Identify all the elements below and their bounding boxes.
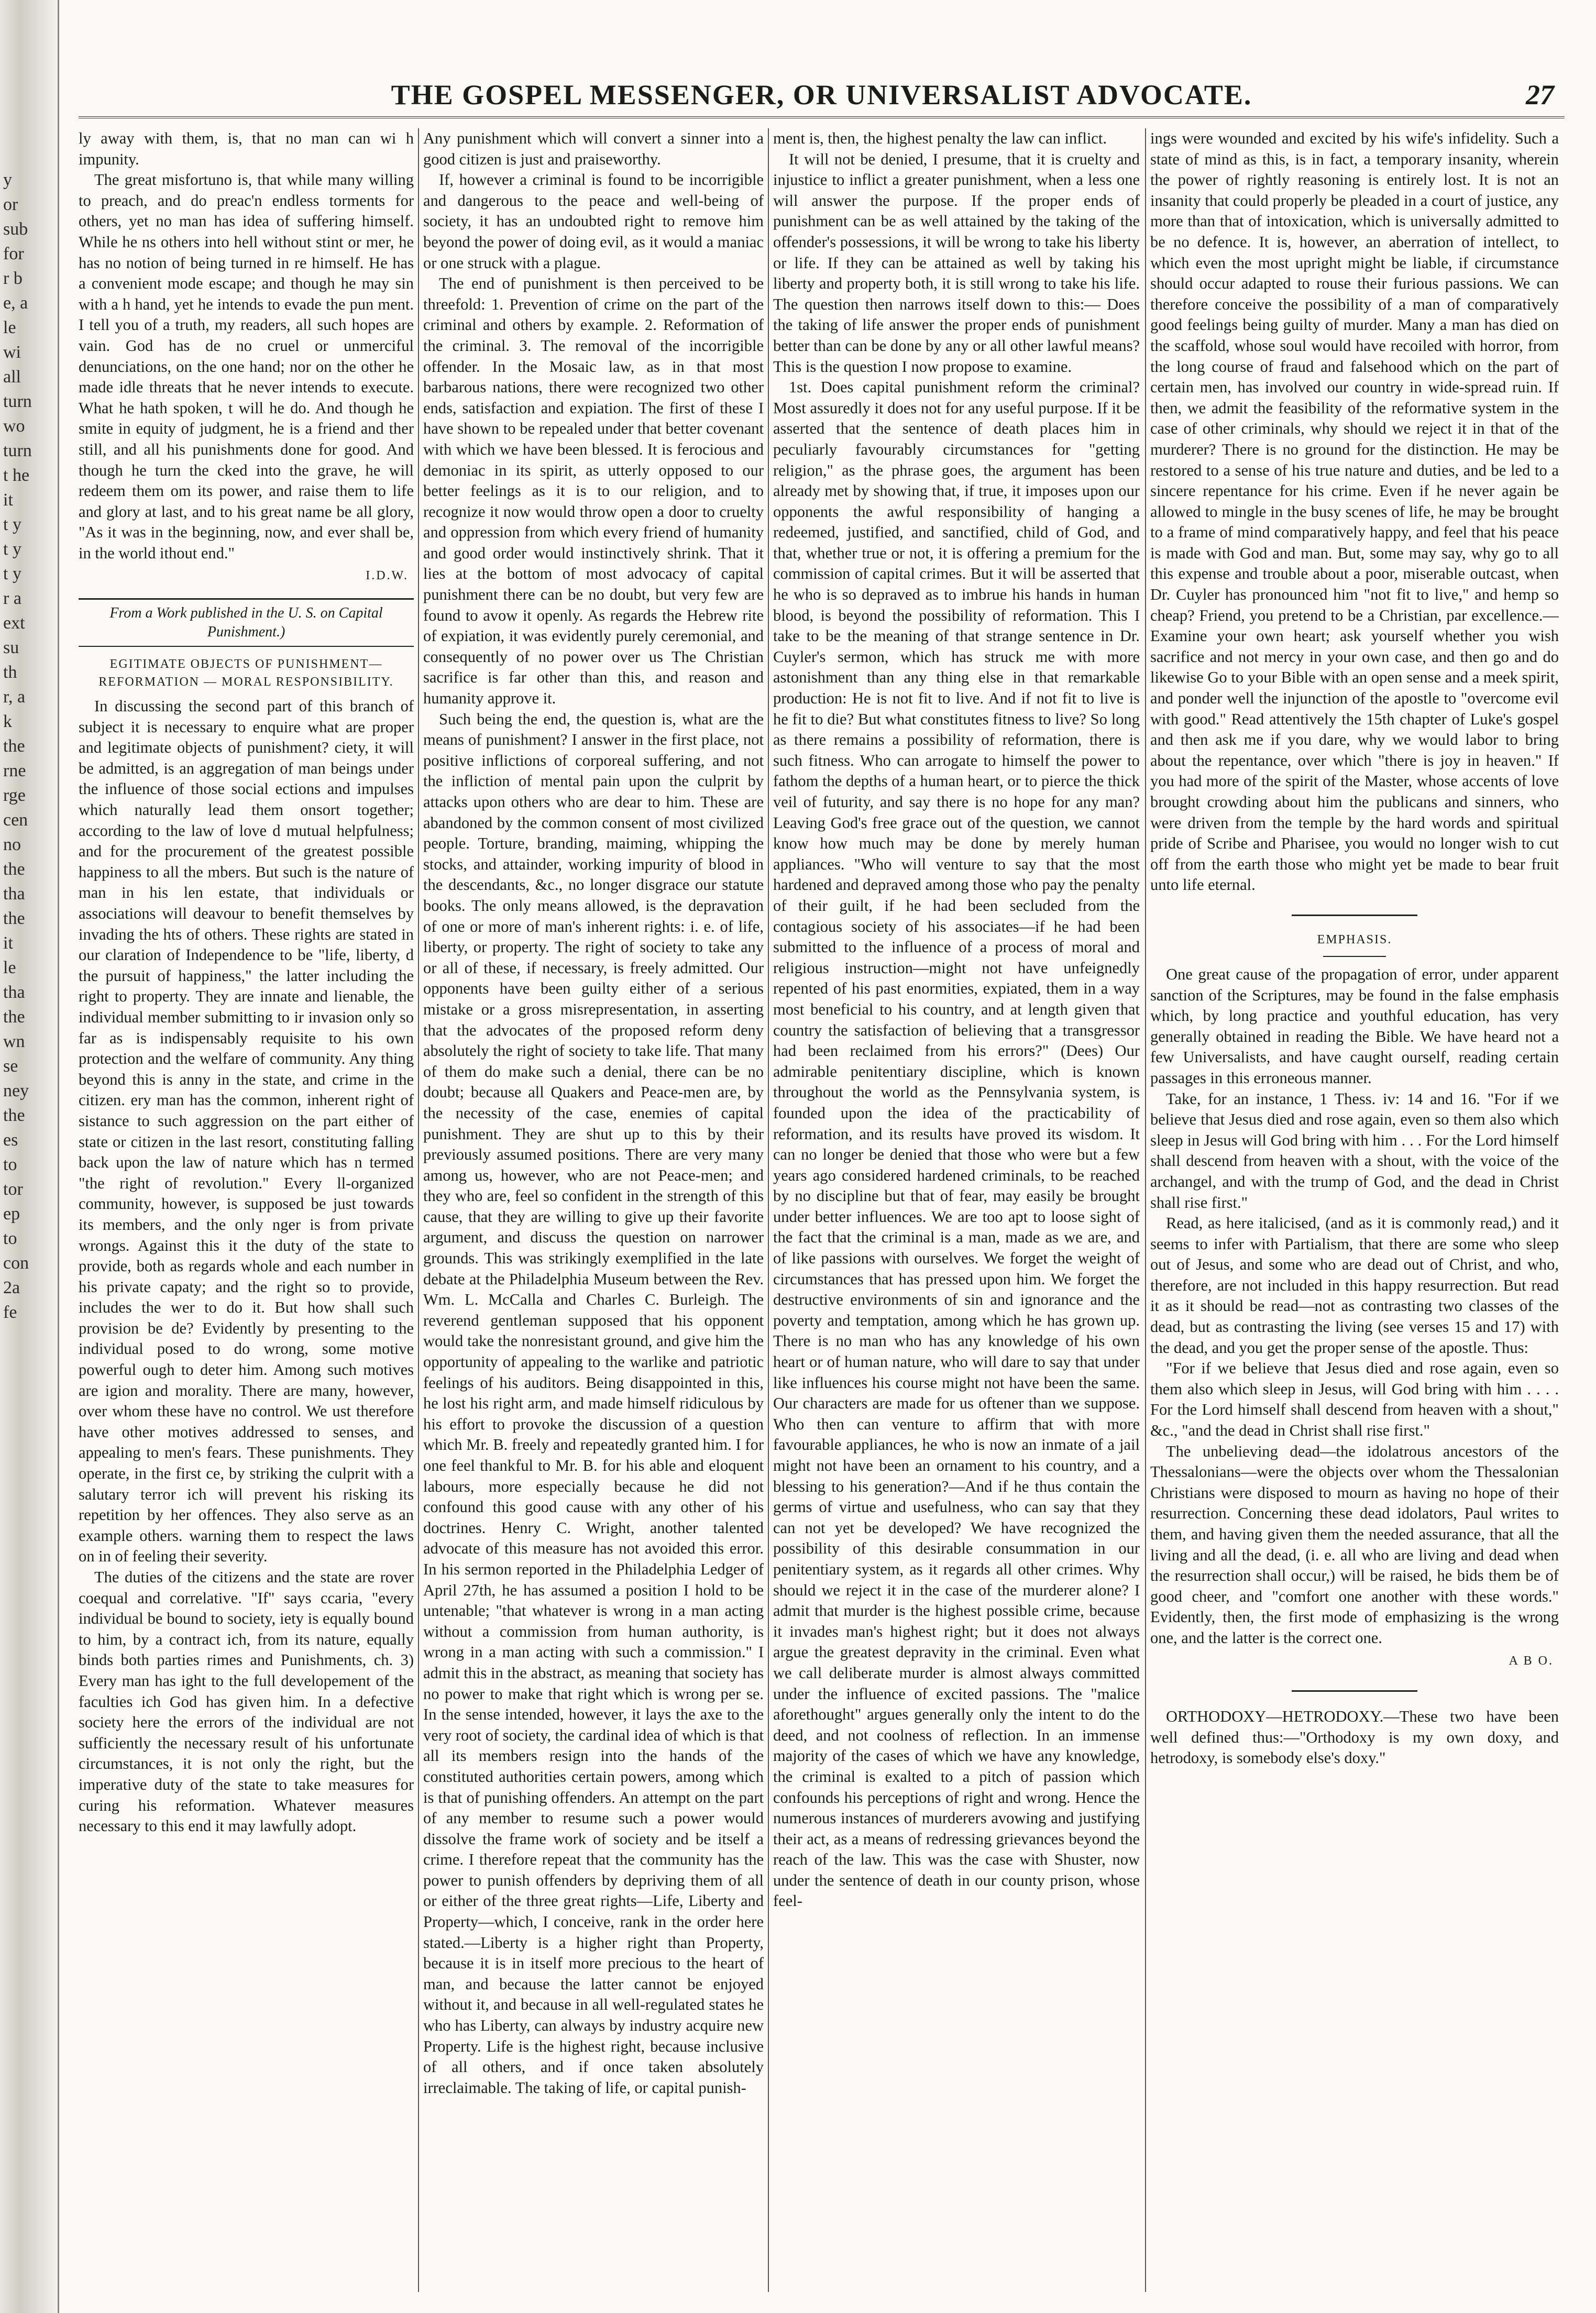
heading-rule [1323,956,1386,957]
column-1 [79,128,414,2292]
col4-paragraph: ings were wounded and excited by his wife's infidelity. Such a state of mind as this, is in fact, a temporary insanity, wherein the power of rightly reasoning is entirely lost. It is not an insanity that could properly be pleaded in a court of justice, any more than that of intoxication, which is universally admitted to be no defence. It is, however, an aberration of intellect, to which even the most upright might be liable, if circumstance should occur adapted to rouse their furious passions. We can therefore conceive the possibility of a man of comparatively good feelings being guilty of murder. Many a man has died on the scaffold, whose soul would have recoiled with horror, from the long course of fraud and falsehood which on the part of certain men, has involved our country in wide-spread ruin. If then, we admit the feasibility of the reformative system in the case of other criminals, why should we reject it in that of the murderer? There is no ground for the distinction. He may be restored to a sense of his true nature and duties, and be led to a sincere repentance for his crime. Even if he never again be allowed to mingle in the busy scenes of life, he may be brought to a frame of mind comparatively happy, and feel that his peace is made with God and man. But, some may say, why go to all this expense and trouble about a poor, miserable outcast, when Dr. Cuyler has pronounced him "not fit to live," and hemp so cheap? Friend, you pretend to be a Christian, par excellence.—Examine your own heart; ask yourself whether you wish sacrifice and not mercy in your own case, and then go and do likewise Go to your Bible with an open sense and a meek spirit, and ponder well the injunction of the apostle to "overcome evil with good." Read attentively the 15th chapter of Luke's gospel and then ask me if you dare, why we would labor to bring about the repentance, over which "there is joy in heaven." If you had more of the spirit of the Master, whose accents of love brought crowding about him the publicans and sinners, who were driven from the temple by the hard words and spiritual pride of Scribe and Pharisee, you would no longer wish to cut off from the earth those who might yet be made to bear fruit unto life eternal. [1150,129,1559,894]
col4-paragraph: ORTHODOXY—HETRODOXY.—These two have been well defined thus:—"Orthodoxy is my own doxy, and hetrodoxy, is somebody else's doxy." [1150,1708,1559,1767]
column-4 [1150,128,1559,2292]
col3-paragraph: ment is, then, the highest penalty the law can inflict. [773,129,1107,147]
column-3 [773,128,1140,2292]
section-divider [1292,1690,1417,1692]
article-source: From a Work published in the U. S. on Capital Punishment.) [79,598,414,647]
column-rule [418,128,419,2292]
section-heading: EMPHASIS. [1317,932,1392,946]
col2-paragraph: Such being the end, the question is, what are the means of punishment? I answer in the first place, not positive inflictions of corporeal suffering, and not the infliction of mental pain upon the culprit by attacks upon others who are dear to him. These are abandoned by the common consent of most civilized people. Torture, branding, maiming, whipping the stocks, and attainder, working impurity of blood in the descendants, &c., no longer disgrace our statute books. The only means allowed, is the depravation of one or more of man's inherent rights: i. e. of life, liberty, or property. The right of society to take any or all of these, if necessary, is freely admitted. Our opponents have been guilty either of a serious mistake or a gross misrepresentation, in asserting that the advocates of the proposed reform deny absolutely the right of society to take life. That many of them do make such a denial, there can be no doubt; because all Quakers and Peace-men are, by the necessity of the case, enemies of capital punishment. They are shut up to this by their previously assumed positions. There are very many among us, however, who are not Peace-men; and they who are, feel so confident in the strength of this cause, that they are willing to give up their favorite argument, and discuss the question on narrower grounds. This was strikingly exemplified in the late debate at the Philadelphia Museum between the Rev. Wm. L. McCalla and Charles C. Burleigh. The reverend gentleman supposed that his opponent would take the nonresistant ground, and give him the opportunity of appealing to the warlike and patriotic feelings of his auditors. Being disappointed in this, he lost his right arm, and made himself ridiculous by his effort to provoke the discussion of a question which Mr. B. freely and repeatedly granted him. I for one feel thankful to Mr. B. for his able and eloquent labours, more especially because he did not confound this good cause with any other of his doctrines. Henry C. Wright, another talented advocate of this measure has not avoided this error. In his sermon reported in the Philadelphia Ledger of April 27th, he has assumed a position I hold to be untenable; "that whatever is wrong in a man acting without a commission from human authority, is wrong in a man acting with such a commission." I admit this in the abstract, as meaning that society has no power to make that right which is wrong per se. In the sense intended, however, it lays the axe to the very root of society, the cardinal idea of which is that all its members resign into the hands of the constituted authorities certain powers, among which is that of punishing offenders. An attempt on the part of any member to resume such a power would dissolve the frame work of society and be itself a crime. I therefore repeat that the community has the power to punish offenders by depriving them of all or either of the three great rights—Life, Liberty and Property—which, I conceive, rank in the order here stated.—Liberty is a higher right than Property, because it is in itself more precious to the heart of man, and because the latter cannot be enjoyed without it, and because in all well-regulated states he who has Liberty, can always by industry acquire new Property. Life is the highest right, because inclusive of all others, and if once taken absolutely irreclaimable. The taking of life, or capital punish- [423,710,764,2097]
col1-paragraph: ly away with them, is, that no man can wi h impunity. [79,129,414,168]
col1-paragraph: In discussing the second part of this branch of subject it is necessary to enquire what are proper and legitimate objects of punishment? ciety, it will be admitted, is an aggregation of man beings under the influence of those social ections and impulses which naturally lead them onsort together; according to the law of love d mutual helpfulness; and for the procurement of the greatest possible happiness to all the mbers. But such is the nature of man in his len estate, that individuals or associations will deavour to benefit themselves by invading the hts of others. These rights are stated in our claration of Independence to be "life, liberty, d the pursuit of happiness," the latter including the right to property. They are innate and lienable, the individual member submitting to ir invasion only so far as is indispensably requisite to his own protection and the welfare of community. Any thing beyond this is anny in the state, and crime in the citizen. ery man has the common, inherent right of sistance to such aggression on the part either of state or citizen in the last resort, constituting falling back upon the law of nature which has n termed "the right of revolution." Every ll-organized community, however, is supposed be just towards its members, and the only nger is from private wrongs. Against this it the duty of the state to provide, both as regards whole and each number in his private capaty; and the right so to provide, includes the wer to do it. But how shall such provision be de? Evidently by presenting to the individual posed to do wrong, some motive powerful ough to deter him. Among such motives are igion and morality. There are many, however, over whom these have no control. We ust therefore have other motives addressed to senses, and appealing to men's fears. These punishments. They operate, in the first ce, by striking the culprit with a salutary terror ich will prevent his risking its repetition by her offences. They also serve as an example others. warning them to respect the laws on in of feeling their severity. [79,697,414,1566]
article-subheading: EGITIMATE OBJECTS OF PUNISHMENT— REFORMATION — MORAL RESPONSIBILITY. [98,657,394,689]
binding-fragment-text: y or sub for r b e, a le wi all turn wo turn t he it t y t y t y r a ext su th r, a k the rne rge cen no the tha the it le tha the wn se ney the es to tor ep to con 2a fe [3,170,32,1322]
col4-paragraph: Read, as here italicised, (and as it is commonly read,) and it seems to infer with Partialism, that there are some who sleep out of Jesus, and some who are dead out of Christ, and who, therefore, are not included in this happy resurrection. But read it as it should be read—not as contrasting two classes of the dead, but as contrasting the living (see verses 15 and 17) with the dead, and you get the proper sense of the apostle. Thus: [1150,1214,1559,1357]
page-header [79,79,1565,118]
column-rule [1145,128,1146,2292]
signature: A B O. [1509,1654,1554,1668]
column-2 [423,128,764,2292]
column-rule [768,128,769,2292]
running-head: THE GOSPEL MESSENGER, OR UNIVERSALIST ADVOCATE. [391,79,1252,111]
col3-paragraph: It will not be denied, I presume, that it is cruelty and injustice to inflict a greater punishment, when a less one will answer the purpose. If the proper ends of punishment can be as well attained by the taking of the offender's possessions, it will be wrong to take his liberty or life. If they can be attained as well by taking his liberty and property both, it is still wrong to take his life. The question then narrows itself down to this:— Does the taking of life answer the proper ends of punishment better than can be done by any or all other lawful means? This is the question I now propose to examine. [773,150,1140,376]
col4-paragraph: The unbelieving dead—the idolatrous ancestors of the Thessalonians—were the objects over whom the Thessalonian Christians were disposed to mourn as having no hope of their resurrection. Concerning these dead idolators, Paul writes to them, and having given them the needed assurance, that all the living and all the dead, (i. e. all who are living and dead when the resurrection shall occur,) will be raised, he bids them be of good cheer, and "comfort one another with these words." Evidently, then, the first mode of emphasizing is the wrong one, and the latter is the correct one. [1150,1442,1559,1647]
section-divider [1292,915,1417,916]
col3-paragraph: 1st. Does capital punishment reform the criminal? Most assuredly it does not for any useful purpose. If it be asserted that the sentence of death places him in peculiarly favourably circumstances for "getting religion," as the phrase goes, the argument has been already met by showing that, if true, it imposes upon our opponents the awful responsibility of hanging a redeemed, justified, and sanctified, child of God, and that, whether true or not, it is offering a premium for the commission of capital crimes. But it will be asserted that he who is so depraved as to imbrue his hands in human blood, is beyond the possibility of reformation. This I take to be the meaning of that strange sentence in Dr. Cuyler's sermon, which has struck me with more astonishment than any thing else in that remarkable production: He is not fit to live. And if not fit to live is he fit to die? But what constitutes fitness to live? So long as there remains a possibility of reformation, there is such fitness. Who can arrogate to himself the power to fathom the depths of a human heart, or to pierce the thick veil of futurity, and say there is no hope for any man? Leaving God's free grace out of the question, we cannot know how much may be done by merely human appliances. "Who will venture to say that the most hardened and depraved among those who pay the penalty of their guilt, if he had been secluded from the contagious society of his associates—if he had been submitted to the influence of a process of moral and religious instruction—might not have unfeignedly repented of his past enormities, expiated, them in a way most beneficial to his country, and at length given that country the satisfaction of believing that a transgressor had been reclaimed from his errors?" (Dees) Our admirable penitentiary discipline, which is known throughout the world as the Pennsylvania system, is founded upon the idea of the practicability of reformation, and its results have proved its wisdom. It can no longer be denied that those who were but a few years ago considered hardened criminals, to be reached by no discipline but that of fear, may easily be brought under better influences. We are too apt to loose sight of the fact that the criminal is a man, made as we are, and of like passions with ourselves. We forget the weight of circumstances that has pressed upon him. We forget the destructive environments of sin and ignorance and the poverty and temptation, among which he has grown up. There is no man who has any knowledge of his own heart or of human nature, who will dare to say that under like influences his course might not have been the same. Our characters are made for us oftener than we suppose. Who then can venture to affirm that with more favourable appliances, he who is now an inmate of a jail might not have been an ornament to his country, and a blessing to his generation?—And if he thus contain the germs of virtue and usefulness, who can say that they can not yet be developed? We have recognized the possibility of this desirable consummation in our penitentiary system, as it regards all other crimes. Why should we reject it in the case of the murderer alone? I admit that murder is the highest possible crime, because it invades man's highest right; but it does not always argue the greatest depravity in the criminal. Even what we call deliberate murder is almost always committed under the influence of excited passions. The "malice aforethought" argues generally only the intent to do the deed, and not coolness of reflection. In an immense majority of the cases of which we have any knowledge, the criminal is exalted to a pitch of passion which confounds his perceptions of right and wrong. Hence the numerous instances of murderers avowing and justifying their act, as a means of redressing grievances beyond the reach of the law. This was the case with Shuster, now under the sentence of death in our county prison, whose feel- [773,378,1140,1910]
col1-paragraph: The duties of the citizens and the state are rover coequal and correlative. "If" says ccaria, "every individual be bound to society, iety is equally bound to him, by a contract ich, from its nature, equally binds both parties rimes and Punishments, ch. 3) Every man has ight to the full developement of the faculties ich God has given him. In a defective society here the errors of the individual are not sufficiently the necessary result of his unfortunate circumstances, it is not only the right, but the imperative duty of the state to take measures for curing his reformation. Whatever measures necessary to this end it may lawfully adopt. [79,1568,414,1835]
col1-paragraph: The great misfortuno is, that while many willing to preach, and do preac'n endless torments for others, yet no man has idea of suffering himself. While he ns others into hell without stint or mer, he has no notion of being turned in re himself. He has a convenient mode escape; and though he may sin with a h hand, yet he intends to evade the pun ment. I tell you of a truth, my readers, all such hopes are vain. God has de no cruel or unmerciful denunciations, on the one hand; nor on the other he made idle threats that he never intends to execute. What he hath spoken, t will he do. And though he smite in equity of judgment, he is a friend and ther still, and all his punishments done for good. And though he turn the cked into the grave, he will redeem them om its power, and raise them to life and glory at last, and to his great name be all glory, "As it was in the beginning, now, and ever shall be, in the world ithout end." [79,171,414,562]
col4-paragraph: "For if we believe that Jesus died and rose again, even so them also which sleep in Jesus, will God bring with him . . . . For the Lord himself shall descend from heaven with a shout," &c., "and the dead in Christ shall rise first." [1150,1359,1559,1440]
page-number: 27 [1526,79,1554,111]
page-binding [0,0,59,2313]
col2-paragraph: If, however a criminal is found to be incorrigible and dangerous to the peace and well-being of society, it has an undoubted right to remove him beyond the power of doing evil, as it would a maniac or one struck with a plague. [423,171,764,272]
signature: I.D.W. [366,569,409,583]
col4-paragraph: Take, for an instance, 1 Thess. iv: 14 and 16. "For if we believe that Jesus died and rose again, even so them also which sleep in Jesus will God bring with him . . . For the Lord himself shall descend from heaven with a shout, with the voice of the archangel, and with the trump of God, and the dead in Christ shall rise first." [1150,1089,1559,1211]
col2-paragraph: The end of punishment is then perceived to be threefold: 1. Prevention of crime on the part of the criminal and others by example. 2. Reformation of the criminal. 3. The removal of the incorrigible offender. In the Mosaic law, as in that most barbarous nations, there were recognized two other ends, satisfaction and expiation. The first of these I have shown to be repealed under that better covenant with which we have been blessed. It is ferocious and demoniac in its spirit, as utterly opposed to our better feelings as it is to our religion, and to recognize it now would throw open a door to cruelty and oppression from which every friend of humanity and good order would instinctively shrink. That it lies at the bottom of most advocacy of capital punishment there can be no doubt, but very few are found to avow it openly. As regards the Hebrew rite of expiation, it was evidently purely ceremonial, and consequently of no power over us The Christian sacrifice is far other than this, and reason and humanity approve it. [423,274,764,708]
col4-paragraph: One great cause of the propagation of error, under apparent sanction of the Scriptures, may be found in the false emphasis which, by long practice and youthful education, has very generally obtained in reading the Bible. We have heard not a few Universalists, and have caught ourself, reading certain passages in this erroneous manner. [1150,965,1559,1087]
col2-paragraph: Any punishment which will convert a sinner into a good citizen is just and praiseworthy. [423,129,764,168]
